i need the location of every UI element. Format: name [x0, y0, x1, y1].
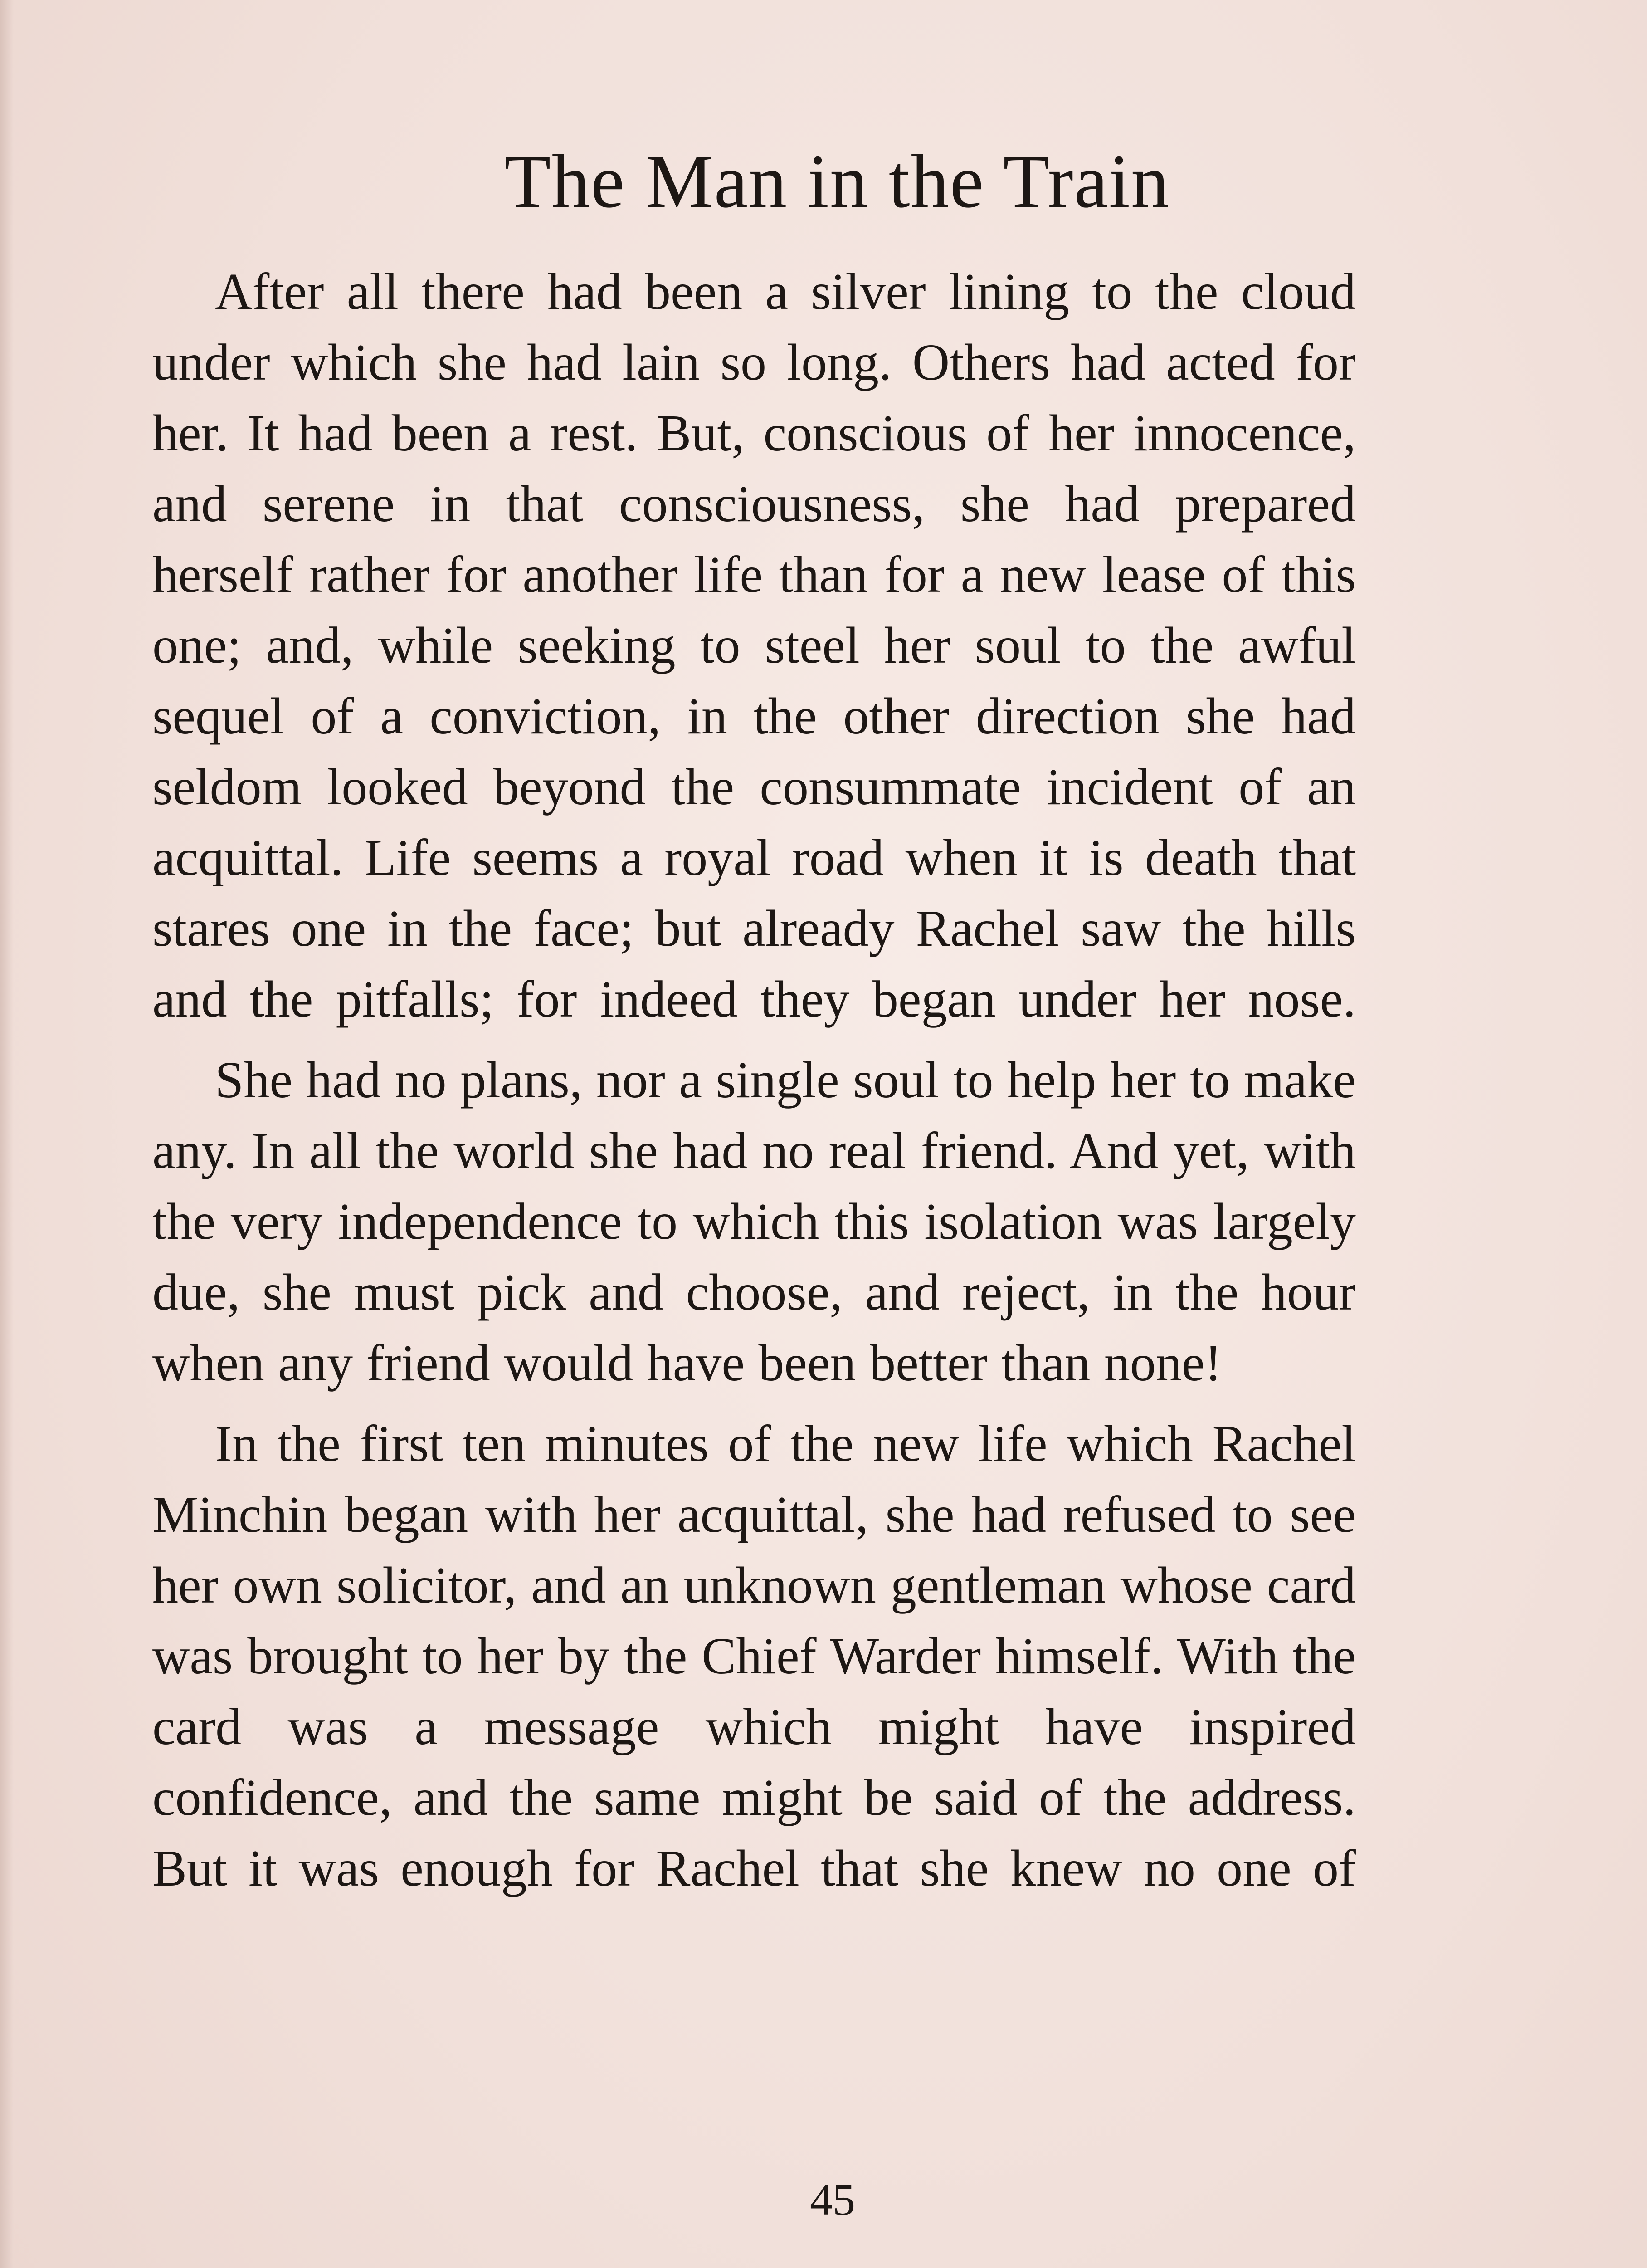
body-text [152, 256, 1356, 1914]
paragraph-3: In the first ten minutes of the new life which Rachel Minchin began with her acquittal, she had refused to see her own solicitor, and an unknown gentleman whose card was brought to her by the Chief Warder himself. With the card was a message which might have inspired confidence, and the same might be said of the address. But it was enough for Rachel that she knew no one of [152, 1415, 1356, 1897]
paragraph-2: She had no plans, nor a single soul to help her to make any. In all the world she had no real friend. And yet, with the very independence to which this isolation was largely due, she must pick and choose, and reject, in the hour when any friend would have been better than none! [152, 1051, 1356, 1392]
paragraph-1: After all there had been a silver lining to the cloud under which she had lain so long. Others had acted for her. It had been a rest. But, conscious of her innocence, and serene in that consciousness, she had prepared herself rather for another life than for a new lease of this one; and, while seeking to steel her soul to the awful sequel of a conviction, in the other direction she had seldom looked beyond the consummate incident of an acquittal. Life seems a royal road when it is death that stares one in the face; but already Rachel saw the hills and the pitfalls; for indeed they began under her nose. [152, 263, 1356, 1028]
running-head: The Man in the Train [504, 139, 1170, 224]
page-number: 45 [810, 2175, 855, 2225]
page-edge-shadow [0, 0, 14, 2268]
